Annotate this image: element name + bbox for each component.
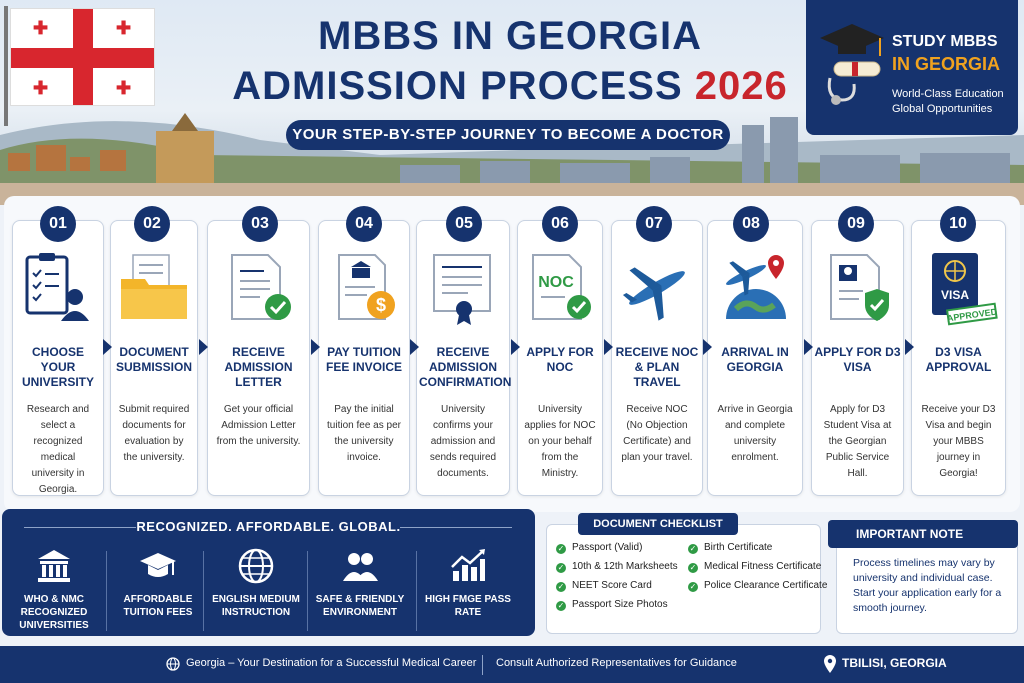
checklist-item: ✓ Birth Certificate (689, 542, 773, 553)
checklist-item: ✓ Police Clearance Certificate (689, 580, 828, 591)
step-number: 03 (242, 206, 278, 242)
footer (0, 646, 1024, 683)
step-number: 09 (838, 206, 874, 242)
step-card-5 (416, 220, 510, 496)
step-number: 08 (733, 206, 769, 242)
letter-check-icon (220, 249, 298, 327)
georgia-flag: ✚ ✚ ✚ ✚ (10, 8, 155, 106)
step-description: Receive NOC (No Objection Certificate) and plan your travel. (621, 404, 693, 463)
step-arrow (804, 339, 813, 355)
folder-icon (115, 249, 193, 327)
note-heading: IMPORTANT NOTE (828, 520, 1018, 548)
step-description: Apply for D3 Student Visa at the Georgian Public Service Hall. (823, 404, 892, 479)
step-arrow (604, 339, 613, 355)
checklist-item: ✓ 10th & 12th Marksheets (557, 561, 678, 572)
step-description: Pay the initial tuition fee as per the university invoice. (327, 404, 401, 463)
document-checklist (546, 524, 821, 634)
step-number: 06 (542, 206, 578, 242)
feature-label: HIGH FMGE PASS RATE (425, 594, 511, 618)
step-title: D3 VISA APPROVAL (925, 345, 992, 374)
flag-pole (4, 6, 8, 126)
check-icon: ✓ (557, 563, 565, 572)
step-arrow (103, 339, 112, 355)
step-title: APPLY FOR NOC (526, 345, 594, 374)
step-card-6 (517, 220, 603, 496)
svg-text:$: $ (375, 295, 387, 315)
step-card-4 (318, 220, 410, 496)
feature-item (416, 547, 520, 635)
feature-item (204, 547, 308, 635)
step-arrow (905, 339, 914, 355)
features-panel (2, 509, 535, 636)
checklist-heading: DOCUMENT CHECKLIST (578, 513, 738, 535)
certificate-icon (424, 249, 502, 327)
study-badge (806, 0, 1018, 135)
step-card-1 (12, 220, 104, 496)
noc-label: NOC (538, 274, 574, 291)
globe-icon (166, 657, 180, 671)
step-description: Research and select a recognized medical university in Georgia. (26, 404, 90, 495)
badge-line1: STUDY MBBS (892, 33, 998, 50)
step-description: Arrive in Georgia and complete university enrolment. (717, 404, 793, 463)
check-icon: ✓ (689, 544, 697, 553)
step-description: Submit required documents for evaluation by the university. (118, 404, 190, 463)
step-number: 05 (446, 206, 482, 242)
badge-line3: World-Class Education (892, 88, 1004, 100)
footer-tagline: Georgia – Your Destination for a Successful Medical Career (186, 657, 477, 669)
feature-item (308, 547, 412, 635)
clipboard-user-icon (19, 249, 97, 327)
step-card-2 (110, 220, 198, 496)
step-description: University confirms your admission and sends required documents. (429, 404, 497, 479)
subtitle-banner: YOUR STEP-BY-STEP JOURNEY TO BECOME A DOCTOR (286, 120, 730, 150)
visa-passport-icon (920, 249, 998, 327)
page-title-line1: MBBS IN GEORGIA (318, 14, 702, 58)
step-number: 04 (346, 206, 382, 242)
university-icon (35, 547, 73, 585)
check-icon: ✓ (689, 563, 697, 572)
badge-line2: IN GEORGIA (892, 54, 1001, 74)
checklist-item: ✓ NEET Score Card (557, 580, 652, 591)
page-title-line2: ADMISSION PROCESS 2026 (232, 64, 788, 108)
checklist-item: ✓ Medical Fitness Certificate (689, 561, 822, 572)
badge-line4: Global Opportunities (892, 103, 993, 115)
airplane-icon (618, 249, 696, 327)
step-title: RECEIVE NOC & PLAN TRAVEL (615, 345, 699, 389)
approved-stamp: APPROVED (945, 306, 998, 324)
footer-guidance: Consult Authorized Representatives for Guidance (496, 657, 737, 669)
title-year: 2026 (694, 64, 788, 108)
step-number: 07 (636, 206, 672, 242)
step-title: DOCUMENT SUBMISSION (115, 345, 192, 374)
check-icon: ✓ (689, 582, 697, 591)
step-arrow (311, 339, 320, 355)
step-title: ARRIVAL IN GEORGIA (721, 345, 789, 374)
step-card-9 (811, 220, 904, 496)
step-arrow (199, 339, 208, 355)
step-number: 02 (134, 206, 170, 242)
step-description: University applies for NOC on your behalf from the Ministry. (524, 404, 596, 479)
globe-plane-icon (716, 249, 794, 327)
graduation-cap-icon (139, 547, 177, 585)
noc-document-icon (521, 249, 599, 327)
note-text: Process timelines may vary by university and individual case. Start your application early for a smooth journey. (853, 557, 1002, 614)
check-icon: ✓ (557, 582, 565, 591)
check-icon: ✓ (557, 544, 565, 553)
step-arrow (703, 339, 712, 355)
checklist-item: ✓ Passport (Valid) (557, 542, 643, 553)
id-shield-icon (819, 249, 897, 327)
graduation-stethoscope-icon (816, 18, 888, 108)
globe-icon (237, 547, 275, 585)
feature-label: ENGLISH MEDIUM INSTRUCTION (212, 594, 300, 618)
step-title: CHOOSE YOUR UNIVERSITY (21, 345, 94, 389)
check-icon: ✓ (557, 601, 565, 610)
step-card-7 (611, 220, 703, 496)
step-arrow (410, 339, 419, 355)
feature-label: AFFORDABLE TUITION FEES (123, 594, 193, 618)
step-card-10 (911, 220, 1006, 496)
feature-label: WHO & NMC RECOGNIZED UNIVERSITIES (19, 594, 89, 631)
step-title: RECEIVE ADMISSION LETTER (224, 345, 293, 389)
invoice-dollar-icon (325, 249, 403, 327)
divider (482, 655, 483, 675)
step-title: APPLY FOR D3 VISA (814, 345, 901, 374)
step-description: Receive your D3 Visa and begin your MBBS journey in Georgia! (921, 404, 996, 479)
step-card-8 (707, 220, 803, 496)
step-title: RECEIVE ADMISSION CONFIRMATION (419, 345, 512, 389)
people-icon (341, 547, 379, 585)
footer-location: TBILISI, GEORGIA (842, 656, 947, 670)
step-arrow (511, 339, 520, 355)
feature-item (2, 547, 106, 635)
features-heading: RECOGNIZED. AFFORDABLE. GLOBAL. (136, 519, 401, 534)
growth-chart-icon (449, 547, 487, 585)
step-description: Get your official Admission Letter from the university. (216, 404, 301, 447)
feature-item (106, 547, 210, 635)
checklist-item: ✓ Passport Size Photos (557, 599, 668, 610)
step-title: PAY TUITION FEE INVOICE (325, 345, 402, 374)
step-number: 01 (40, 206, 76, 242)
step-number: 10 (940, 206, 976, 242)
feature-label: SAFE & FRIENDLY ENVIRONMENT (315, 594, 405, 618)
step-card-3 (207, 220, 310, 496)
visa-label: VISA (940, 288, 969, 302)
location-pin-icon (824, 655, 836, 673)
